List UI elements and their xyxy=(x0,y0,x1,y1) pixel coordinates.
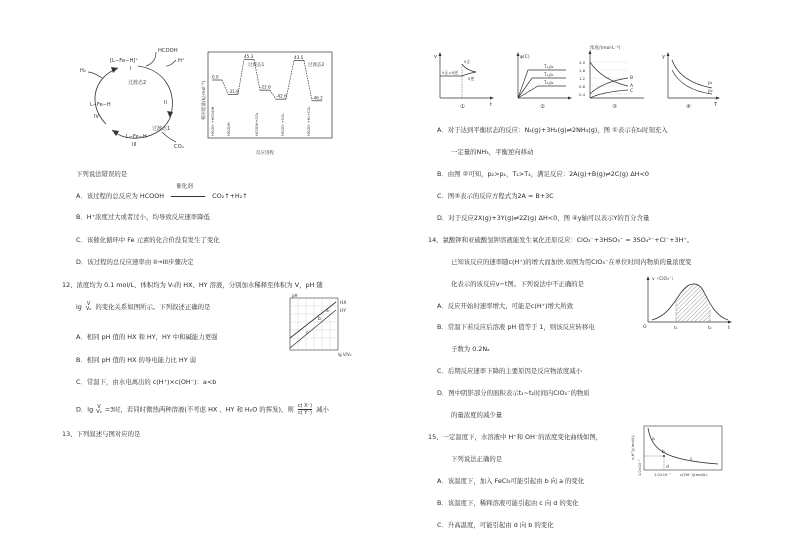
q13-stem: 13、下列叙述与图对应的是 xyxy=(62,430,141,438)
graph4-curve-p1: p₁ xyxy=(708,81,713,86)
energy-ylabel: 相对能量(kJ·mol⁻¹) xyxy=(202,80,207,120)
q13-graph-3 xyxy=(578,42,650,110)
cycle-fe-left: L−Fe−H xyxy=(90,102,111,108)
q15-option-a: A．该温度下，加入 FeCl₃可能引起由 b 向 a 的变化 xyxy=(437,477,585,485)
q13-graph-2 xyxy=(510,50,574,110)
q12-option-c: C．常温下，由水电离出的 c(H⁺)×c(OH⁻)：a<b xyxy=(76,378,217,386)
q13-option-a-cont: 一定量的NH₃，平衡逆向移动 xyxy=(451,148,534,156)
q12-d-lg: D．lg xyxy=(76,405,94,414)
energy-value-5: 43.5 xyxy=(294,54,304,60)
graph2-y-axis: φ(C) xyxy=(520,55,530,60)
q15-ytick: 1.0×10⁻⁷ xyxy=(638,459,642,476)
q15-line1: 15、一定温度下，水溶液中 H⁺和 OH⁻的浓度变化曲线如图， xyxy=(428,433,603,441)
q14-t2: t₂ xyxy=(708,326,712,331)
q14-origin: O xyxy=(643,325,647,330)
graph2-curve-2: T₁,p₁ xyxy=(544,72,554,77)
energy-ts1-label: 过渡态1 xyxy=(248,63,265,68)
graph3-tick-4: 0.8 xyxy=(579,84,586,89)
q12-d-ratio-top: c( X⁻) xyxy=(297,403,313,409)
q13-graph-4 xyxy=(660,50,722,110)
graph1-v-pos: v正 xyxy=(464,59,471,64)
q15-xlabel: c(OH⁻)/(mol/L) xyxy=(680,472,708,477)
graph4-curve-p2: p₂ xyxy=(708,89,713,94)
q12-hy-line xyxy=(290,310,336,348)
energy-species-0: HCOO⁻+HCOOH xyxy=(211,106,215,136)
energy-value-6: -46.2 xyxy=(312,95,323,101)
q12-ylabel: pH xyxy=(292,293,298,298)
energy-value-labels xyxy=(212,54,323,100)
q14-t-axis: t xyxy=(728,326,730,331)
graph2-curve-1: T₁,p₂ xyxy=(544,64,554,69)
q13-option-c: C．图③表示的反应方程式为2A = B+3C xyxy=(437,192,554,200)
graph3-species-c: C xyxy=(630,89,634,94)
q14-option-b-cont: 子数为 0.2Nₐ xyxy=(451,345,490,353)
graph1-v-axis: v xyxy=(434,54,437,60)
q14-line2: 已知该反应的速率随c(H⁺)的增大而加快.如图为用ClO₃⁻在单位时间内物质的量浓度变 xyxy=(451,258,692,266)
q14-option-d: D．图中阴影部分的面积表示t₁~t₂时间内ClO₃⁻的物质 xyxy=(437,389,590,397)
q13-graph-1 xyxy=(432,50,498,110)
graph4-y-axis: y xyxy=(662,54,665,60)
graph4-label: ④ xyxy=(686,104,691,110)
q14-option-a: A．反应开始时速率增大，可能是c(H⁺)增大所致 xyxy=(437,302,574,310)
cycle-hcooh-label: HCOOH xyxy=(158,48,178,54)
q11-a-post: CO₂↑+H₂↑ xyxy=(212,192,248,200)
q11-option-c: C．该催化循环中 Fe 元素的化合价没有发生了变化 xyxy=(76,236,220,244)
energy-species-4: HCOO⁻+H₂+CO₂ xyxy=(307,106,311,136)
cycle-step2: 过渡态2 xyxy=(128,80,147,86)
q15-point-d: d xyxy=(666,465,669,470)
q14-vt-chart xyxy=(638,272,734,334)
q11-a-catalyst-label: 催化剂 xyxy=(176,184,193,190)
graph3-y-axis: 浓度/(mol·L⁻¹) xyxy=(590,46,621,51)
energy-connector-2 xyxy=(238,60,244,95)
energy-connector-5 xyxy=(286,60,294,99)
q11-a-arrow xyxy=(171,196,205,197)
cycle-co2-label: CO₂ xyxy=(174,144,184,150)
q15-option-c: C．升高温度，可能引起由 d 向 b 的变化 xyxy=(437,521,554,529)
q15-point-b: b xyxy=(662,450,665,455)
q12-v-fraction: V V₀ xyxy=(85,301,92,312)
q11-option-d: D．该过程的总反应速率由 II→III步骤决定 xyxy=(76,258,194,266)
q13-option-a: A．对于达到平衡状态的反应：N₂(g)+3H₂(g)⇌2NH₃(g)，图 ①表示在t₀时刻充入 xyxy=(437,126,668,134)
graph3-tick-3: 1.2 xyxy=(579,76,586,81)
catalytic-cycle-diagram xyxy=(78,44,198,152)
q11-option-b: B．H⁺浓度过大或者过小，均导致反应速率降低 xyxy=(76,213,210,221)
q15-kw-chart xyxy=(626,420,726,486)
q14-line1: 14、氯酸钾和亚硫酸氢钾溶液能发生氧化还原反应：ClO₃⁻+3HSO₃⁻ = 3SO₄²⁻+Cl⁻+3H⁺。 xyxy=(428,236,694,244)
q12-option-a: A．相同 pH 值的 HX 和 HY，HY 中和碱能力更强 xyxy=(76,333,218,341)
graph3-label: ③ xyxy=(612,104,617,110)
q12-option-d xyxy=(76,403,329,416)
q12-d-ratio-bottom: c( Y⁻) xyxy=(297,410,312,416)
q12-ph-chart xyxy=(282,292,360,360)
q14-ylabel: v（ClO₃⁻） xyxy=(652,277,676,282)
cycle-h2-label: H₂ xyxy=(80,68,86,74)
q12-lg: lg xyxy=(76,303,82,311)
energy-value-2: 45.3 xyxy=(244,54,254,60)
q15-option-b: B．该温度下，稀释溶液可能引起由 c 向 d 的变化 xyxy=(437,499,579,507)
energy-value-1: -31.8 xyxy=(228,88,239,94)
q12-d-post: 减小 xyxy=(316,405,329,414)
cycle-roman-ii: II xyxy=(164,100,167,106)
q15-xtick: 1.0×10⁻⁷ xyxy=(654,473,671,477)
q14-option-b: B．常温下若反应后溶液 pH 值等于 1，则该反应转移电 xyxy=(437,323,595,331)
q12-hx-label: HX xyxy=(340,301,347,306)
energy-value-0: 0.0 xyxy=(212,74,219,80)
graph4-x-axis: T xyxy=(714,102,718,108)
q12-hy-label: HY xyxy=(340,309,347,314)
q14-t1: t₁ xyxy=(674,326,678,331)
q12-line1: 12、浓度均为 0.1 mol/L、体积均为 V₀的 HX、HY 溶液，分别加水稀释至体积为 V，pH 随 xyxy=(62,281,323,289)
q14-line3: 化表示的该反应v−t图。下列说法中不正确的是 xyxy=(451,280,585,288)
energy-species-1: HCOOH xyxy=(227,122,231,136)
graph2-label: ② xyxy=(540,104,545,110)
q11-stem: 下列说法错误的是 xyxy=(76,170,128,178)
graph1-label: ① xyxy=(460,104,465,110)
q12-d-mid: =3时，若同时微热两种溶液(不考虑 HX 、HY 和 H₂O 的挥发)，则 xyxy=(104,405,294,414)
q12-point-a: a xyxy=(326,309,329,314)
q12-point-b: b xyxy=(318,317,321,322)
energy-ts2-label: 过渡态2 xyxy=(308,63,325,68)
q15-line2: 下列说法正确的是 xyxy=(451,455,503,463)
q12-option-b: B．相同 pH 值的 HX 的导电能力比 HY 弱 xyxy=(76,356,197,364)
graph1-eq: v正=v逆 xyxy=(442,70,459,75)
graph1-v-neg: v逆 xyxy=(468,76,475,81)
graph3-tick-1: 2.0 xyxy=(579,60,586,65)
q12-line2 xyxy=(76,302,210,312)
q14-option-d-cont: 的量浓度的减少量 xyxy=(451,411,503,419)
cycle-hplus-label: H⁺ xyxy=(178,58,185,64)
graph3-species-a: A xyxy=(630,84,634,89)
q11-option-a xyxy=(76,184,248,200)
cycle-roman-i: I xyxy=(130,66,132,72)
graph3-tick-5: 0.4 xyxy=(579,92,586,97)
cycle-fe-top: [L−Fe−H]⁺ xyxy=(110,58,139,64)
energy-value-4: -42.6 xyxy=(276,93,287,99)
q12-d-v-fraction: V V₀ xyxy=(96,403,102,415)
q15-point-a: a xyxy=(652,437,655,442)
q14-option-c: C．后期反应速率下降的主要原因是反应物浓度减小 xyxy=(437,367,583,375)
cycle-roman-iii: III xyxy=(132,142,137,148)
q14-shaded-area xyxy=(676,284,710,322)
q13-option-b: B．由图 ②可知，p₂>p₁，T₁>T₂，满足反应：2A(g)+B(g)⇌2C(g) ΔH<0 xyxy=(437,170,649,178)
energy-species-3: HCOO⁻+CO₂ xyxy=(281,113,285,136)
energy-xlabel: 反应进程 xyxy=(256,151,274,156)
energy-species-labels xyxy=(211,106,311,136)
cycle-roman-iv: IV xyxy=(94,114,99,120)
q12-xlabel: lg V/V₀ xyxy=(338,352,352,357)
energy-value-3: -22.6 xyxy=(260,84,271,90)
q13-option-d: D．对于反应2X(g)+3Y(g)⇌2Z(g) ΔH<0，图 ④y轴可以表示Y的百分含量 xyxy=(437,214,650,222)
graph2-curve-3: T₂,p₂ xyxy=(544,80,554,85)
graph3-tick-2: 1.6 xyxy=(579,68,586,73)
graph3-species-b: B xyxy=(630,76,634,81)
q15-point-c: c xyxy=(690,457,693,462)
q11-a-pre: A．该过程的总反应为 HCOOH xyxy=(76,192,165,200)
q12-line2-post: 的变化关系如图所示。下列叙述正确的是 xyxy=(95,303,211,311)
cycle-fe-bottom: L−Fe−H xyxy=(126,134,147,140)
q12-point-c: c xyxy=(306,331,309,336)
energy-levels xyxy=(212,60,325,101)
graph1-t-axis: t xyxy=(490,102,492,108)
energy-species-2: HCOOH+CO₂ xyxy=(255,112,259,136)
q12-d-ratio xyxy=(298,403,312,416)
q15-ylabel: c(H⁺)/(mol/L) xyxy=(630,435,635,460)
q11-a-catalyst xyxy=(170,184,206,200)
q12-hx-line xyxy=(290,302,336,338)
energy-profile-chart xyxy=(198,50,336,156)
cycle-step1: 过渡态1 xyxy=(152,126,171,132)
